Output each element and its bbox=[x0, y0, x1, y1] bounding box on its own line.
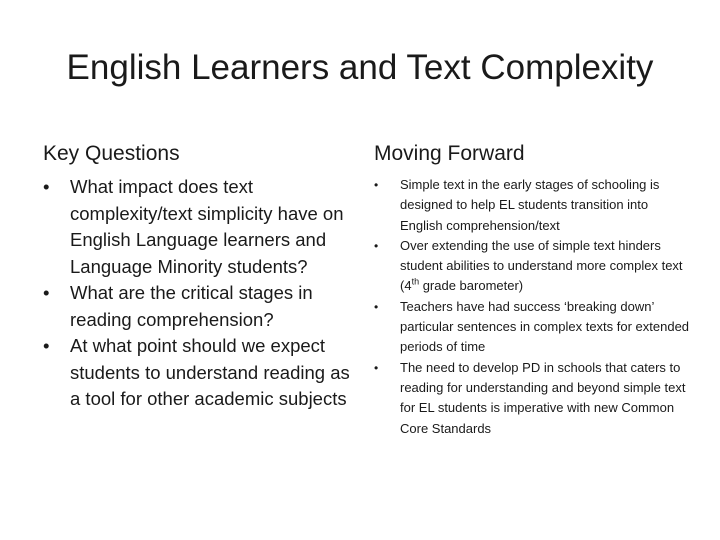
list-item bbox=[43, 333, 355, 413]
moving-forward-heading: Moving Forward bbox=[374, 142, 525, 165]
bullet-icon: • bbox=[374, 238, 379, 253]
bullet-icon: • bbox=[43, 335, 50, 356]
list-item-text: Teachers have had success ‘breaking down’ particular sentences in complex texts for extended periods of time bbox=[400, 298, 690, 355]
list-item bbox=[43, 280, 355, 333]
list-item-text-part: Over extending the use of simple text hinders student abilities to understand more complex text (4 bbox=[400, 237, 683, 294]
list-item-text: Simple text in the early stages of schooling is designed to help EL students transition into English comprehension/text bbox=[400, 177, 660, 233]
slide-title: English Learners and Text Complexity bbox=[66, 48, 654, 87]
bullet-icon: • bbox=[374, 360, 379, 375]
key-questions-heading: Key Questions bbox=[43, 142, 180, 165]
key-questions-list bbox=[43, 174, 355, 413]
bullet-icon: • bbox=[374, 178, 379, 192]
list-item bbox=[374, 175, 690, 236]
moving-forward-list bbox=[374, 175, 690, 439]
list-item-text bbox=[400, 238, 683, 294]
list-item-text: What impact does text complexity/text simplicity have on English Language learners and Language Minority students? bbox=[70, 176, 344, 277]
list-item-text: At what point should we expect students to understand reading as a tool for other academic subjects bbox=[70, 335, 350, 409]
list-item-text: What are the critical stages in reading comprehension? bbox=[70, 282, 313, 330]
bullet-icon: • bbox=[43, 282, 50, 303]
list-item-text: The need to develop PD in schools that caters to reading for understanding and beyond simple text for EL students is imperative with new Common Core Standards bbox=[400, 359, 686, 436]
bullet-icon: • bbox=[43, 176, 50, 197]
list-item bbox=[374, 236, 690, 297]
list-item bbox=[43, 174, 355, 280]
bullet-icon: • bbox=[374, 299, 379, 314]
superscript-th: th bbox=[411, 277, 420, 288]
list-item-text-part: grade barometer) bbox=[419, 278, 524, 294]
list-item bbox=[374, 358, 690, 439]
list-item bbox=[374, 297, 690, 358]
